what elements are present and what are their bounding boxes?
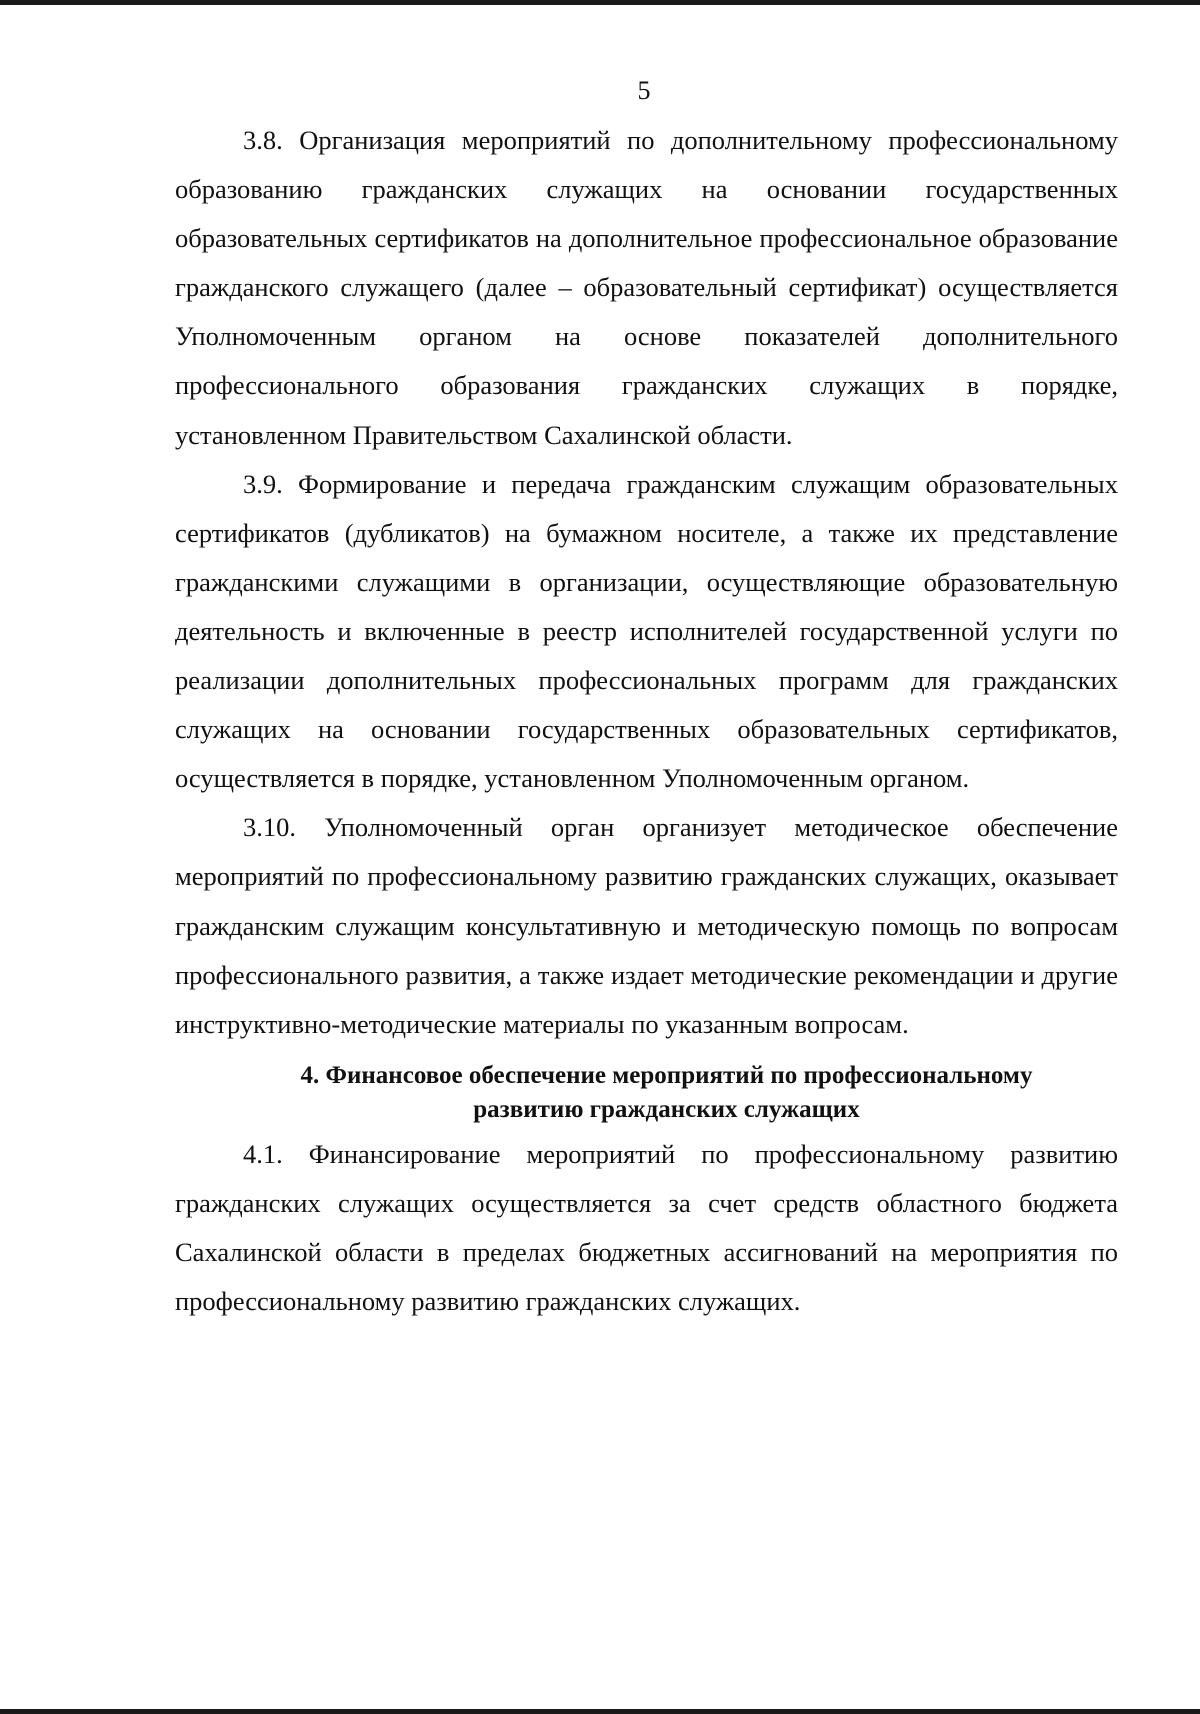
paragraph-3-9: 3.9. Формирование и передача гражданским служащим образовательных сертификатов (дубликатов) на бумажном носителе, а также их представление гражданскими служащими в организации, осуществляющие образовательную деятельность и включенные в реестр исполнителей государственной услуги по реализации дополнительных профессиональных программ для гражданских служащих на основании государственных образовательных сертификатов, осуществляется в порядке, установленном Уполномоченным органом. — [175, 468, 1118, 794]
section-4-heading-line-2: развитию гражданских служащих — [473, 1095, 860, 1123]
paragraph-4-1: 4.1. Финансирование мероприятий по профессиональному развитию гражданских служащих осуществляется за счет средств областного бюджета Сахалинской области в пределах бюджетных ассигнований на мероприятия по профессиональному развитию гражданских служащих. — [175, 1138, 1118, 1317]
scan-top-edge — [0, 0, 1200, 5]
scan-bottom-edge — [0, 1709, 1200, 1714]
section-4-heading-line-1: 4. Финансовое обеспечение мероприятий по профессиональному — [300, 1061, 1033, 1089]
page-number: 5 — [637, 76, 651, 105]
paragraph-3-10: 3.10. Уполномоченный орган организует методическое обеспечение мероприятий по профессиональному развитию гражданских служащих, оказывает гражданским служащим консультативную и методическую помощь по вопросам профессионального развития, а также издает методические рекомендации и другие инструктивно-методические материалы по указанным вопросам. — [175, 812, 1118, 1039]
document-body — [175, 116, 1118, 1326]
section-4-heading — [175, 1059, 1118, 1127]
paragraph-3-8: 3.8. Организация мероприятий по дополнительному профессиональному образованию гражданских служащих на основании государственных образовательных сертификатов на дополнительное профессиональное образование гражданского служащего (далее – образовательный сертификат) осуществляется Уполномоченным органом на основе показателей дополнительного профессионального образования гражданских служащих в порядке, установленном Правительством Сахалинской области. — [175, 125, 1118, 450]
